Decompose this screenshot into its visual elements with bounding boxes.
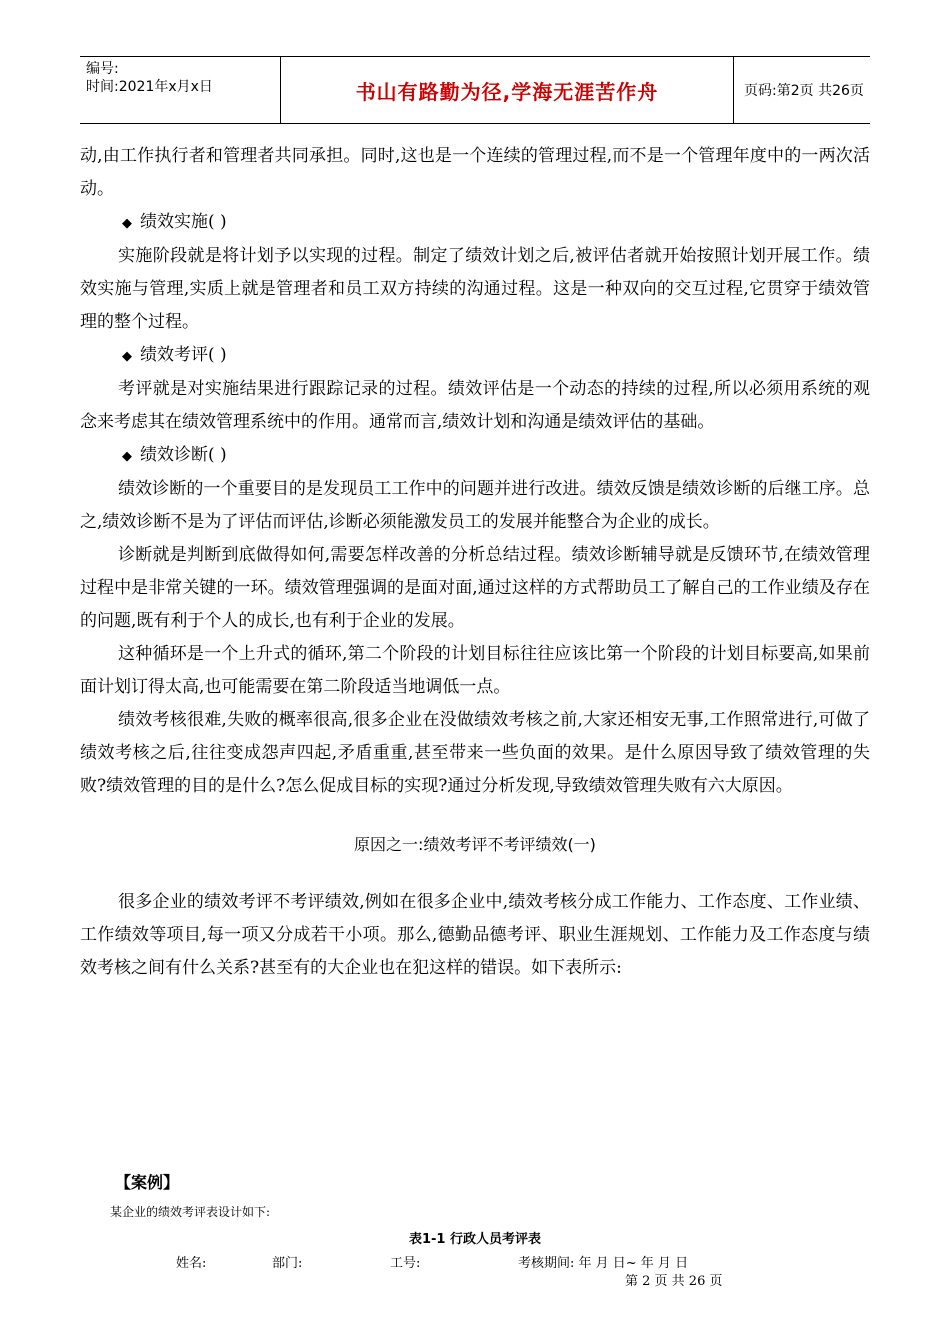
paragraph: 考评就是对实施结果进行跟踪记录的过程。绩效评估是一个动态的持续的过程,所以必须用系统的观念来考虑其在绩效管理系统中的作用。通常而言,绩效计划和沟通是绩效评估的基础。 <box>80 379 870 432</box>
section-title: 原因之一:绩效考评不考评绩效(一) <box>354 835 596 854</box>
diamond-bullet-icon: ◆ <box>122 216 132 231</box>
form-field-number: 工号: <box>390 1256 421 1271</box>
paragraph: 实施阶段就是将计划予以实现的过程。制定了绩效计划之后,被评估者就开始按照计划开展工作。绩效实施与管理,实质上就是管理者和员工双方持续的沟通过程。这是一种双向的交互过程,它贯穿于绩效管理的整个过程。 <box>80 246 870 332</box>
bullet-diagnose <box>80 439 870 473</box>
paragraph: 绩效诊断的一个重要目的是发现员工工作中的问题并进行改进。绩效反馈是绩效诊断的后继工序。总之,绩效诊断不是为了评估而评估,诊断必须能激发员工的发展并能整合为企业的成长。 <box>80 479 870 532</box>
header-page-info: 页码:第2页 共26页 <box>744 83 864 99</box>
doc-time-label: 时间:2021年x月x日 <box>86 79 213 95</box>
paragraph: 这种循环是一个上升式的循环,第二个阶段的计划目标往往应该比第一个阶段的计划目标要高,如果前面计划订得太高,也可能需要在第二阶段适当地调低一点。 <box>80 644 870 697</box>
bullet-implement <box>80 206 870 240</box>
case-intro: 某企业的绩效考评表设计如下: <box>110 1205 271 1219</box>
diamond-bullet-icon: ◆ <box>122 449 132 464</box>
form-field-dept: 部门: <box>272 1256 303 1271</box>
form-field-name: 姓名: <box>176 1256 207 1271</box>
header-motto: 书山有路勤为径,学海无涯苦作舟 <box>280 57 734 123</box>
page-header <box>80 56 870 124</box>
bullet-label: 绩效考评( ) <box>140 345 227 365</box>
document-body <box>80 140 870 985</box>
bullet-label: 绩效实施( ) <box>140 212 227 232</box>
paragraph: 动,由工作执行者和管理者共同承担。同时,这也是一个连续的管理过程,而不是一个管理年度中的一两次活动。 <box>80 146 870 199</box>
diamond-bullet-icon: ◆ <box>122 349 132 364</box>
doc-number-label: 编号: <box>86 61 119 77</box>
form-field-period: 考核期间: 年 月 日~ 年 月 日 <box>518 1256 689 1271</box>
paragraph: 诊断就是判断到底做得如何,需要怎样改善的分析总结过程。绩效诊断辅导就是反馈环节,在绩效管理过程中是非常关键的一环。绩效管理强调的是面对面,通过这样的方式帮助员工了解自己的工作业绩及存在的问题,既有利于个人的成长,也有利于企业的发展。 <box>80 545 870 631</box>
table-title: 表1-1 行政人员考评表 <box>408 1232 541 1247</box>
footer-page-number: 第 2 页 共 26 页 <box>625 1274 723 1289</box>
case-heading: 【案例】 <box>115 1173 180 1192</box>
bullet-label: 绩效诊断( ) <box>140 445 227 465</box>
paragraph: 很多企业的绩效考评不考评绩效,例如在很多企业中,绩效考核分成工作能力、工作态度、工作业绩、工作绩效等项目,每一项又分成若干小项。那么,德勤品德考评、职业生涯规划、工作能力及工作态度与绩效考核之间有什么关系?甚至有的大企业也在犯这样的错误。如下表所示: <box>80 892 870 978</box>
header-left-cell <box>80 57 280 123</box>
paragraph: 绩效考核很难,失败的概率很高,很多企业在没做绩效考核之前,大家还相安无事,工作照常进行,可做了绩效考核之后,往往变成怨声四起,矛盾重重,甚至带来一些负面的效果。是什么原因导致了绩效管理的失败?绩效管理的目的是什么?怎么促成目标的实现?通过分析发现,导致绩效管理失败有六大原因。 <box>80 710 870 796</box>
bullet-evaluate <box>80 339 870 373</box>
